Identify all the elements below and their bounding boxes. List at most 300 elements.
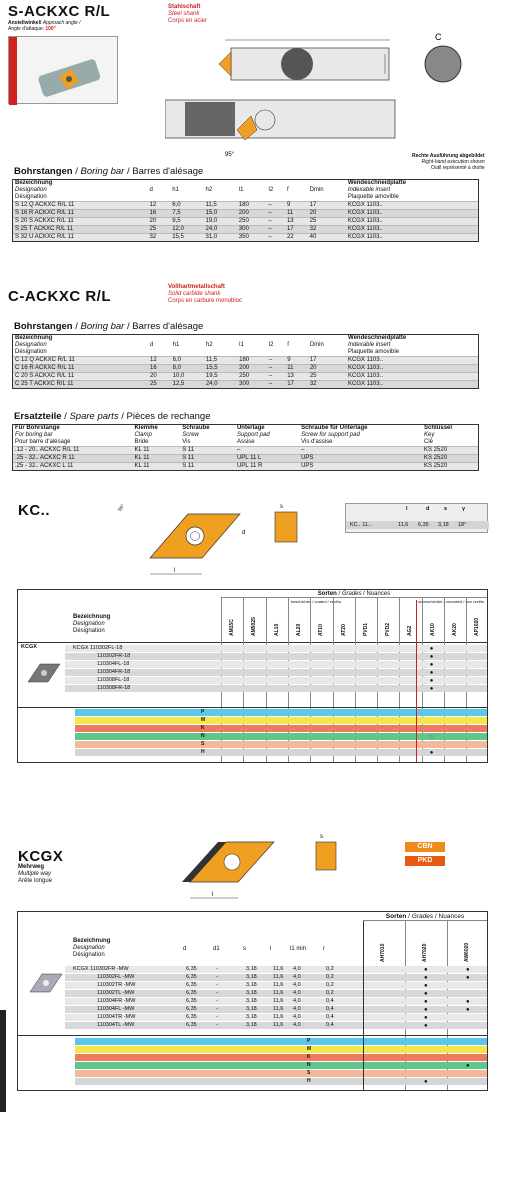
spec-cell: 4,0 (293, 1014, 301, 1020)
spec-cell: 110302FL -MW (97, 974, 135, 980)
availability-dot: ● (466, 999, 470, 1005)
table-cell: KCGX 1103.. (346, 365, 478, 373)
table-cell: KCGX 1103.. (346, 202, 478, 210)
spec-cell: 6,35 (186, 966, 197, 972)
table-cell: 200 (237, 365, 267, 373)
svg-text:d: d (242, 530, 246, 536)
spare-header-cell: Assise (235, 439, 299, 447)
grade-item-row (65, 677, 487, 684)
availability-dot: ● (424, 1079, 428, 1085)
table-cell: UPS (299, 463, 422, 471)
spec-cell: 110304TR -MW (97, 1014, 136, 1020)
table-cell: 22 (285, 234, 308, 242)
spec-cell: 110304FL -MW (97, 1006, 135, 1012)
table-cell: KCGX 1103.. (346, 218, 478, 226)
kcgx-insert-drawing (170, 832, 345, 912)
table-cell: 19,0 (203, 218, 236, 226)
spec-cell: 6,35 (186, 990, 197, 996)
spare-parts-table (12, 424, 479, 471)
table-cell: S 11 (180, 463, 235, 471)
spec-row (65, 990, 487, 997)
spec-cell: 0,2 (326, 966, 334, 972)
availability-dot: ● (424, 1023, 428, 1029)
table-cell: KCGX 1103.. (346, 381, 478, 389)
grade-label: PVD1 (362, 622, 369, 636)
iso-band-s: S (75, 741, 487, 748)
table-row (13, 234, 478, 242)
kcgx-group-label: KCGX (21, 644, 37, 650)
table-cell: 20 (148, 218, 171, 226)
table-row (13, 365, 478, 373)
spec-cell: 11,6 (273, 1022, 284, 1028)
right-hand-note: Rechte Ausführung abgebildet Right-hand execution shown Outil représenté à droite (412, 153, 485, 171)
iso-band-s: S (75, 1070, 487, 1077)
table-cell: 40 (308, 234, 346, 242)
spec-column-header: s (243, 946, 246, 952)
table-cell: 25 (308, 373, 346, 381)
grade-label: AM5025 (251, 617, 258, 636)
table-cell: .25 - 32.. ACKXC R 11 (13, 455, 132, 463)
spare-header-cell: Screw (180, 432, 235, 439)
grade-item-row (65, 685, 487, 692)
table-cell: 25 (148, 381, 171, 389)
table-row (13, 202, 478, 210)
c-section-title: C-ACKXC R/L (8, 288, 111, 305)
spec-cell: 0,2 (326, 982, 334, 988)
table-cell: 8,0 (171, 365, 204, 373)
spare-header-cell: Support pad (235, 432, 299, 439)
table-cell: 12 (148, 357, 171, 365)
table-cell: KCGX 1103.. (346, 234, 478, 242)
tool-photo (8, 36, 118, 104)
table-row (13, 357, 478, 365)
table-cell: 6,0 (170, 202, 203, 210)
kc-dim-value: KC.. 11... (350, 522, 373, 528)
spec-column-header: d1 (213, 946, 220, 952)
spec-cell: 0,2 (326, 990, 334, 996)
availability-dot: ● (466, 1063, 470, 1069)
table-cell: KS 2520 (422, 455, 478, 463)
kcgx-mw-insert-icon (28, 970, 64, 996)
spec-row (65, 982, 487, 989)
kc-insert-drawing (120, 500, 310, 585)
spec-cell: 6,35 (186, 1006, 197, 1012)
availability-dot: ● (429, 686, 434, 692)
spec-row (65, 1006, 487, 1013)
table-cell: – (299, 447, 422, 455)
table-cell: 11 (285, 365, 308, 373)
table-cell: S 16 R ACKXC R/L 11 (13, 210, 148, 218)
table-cell: S 25 T ACKXC R/L 11 (13, 226, 148, 234)
spare-header-cell: For boring bar (13, 432, 132, 439)
table-cell: 25 (308, 218, 346, 226)
grades-1-designation-head: Bezeichnung Designation Désignation (73, 614, 111, 634)
table-cell: 16 (148, 210, 171, 218)
grade-label: AL10 (273, 623, 280, 636)
svg-text:l: l (212, 892, 214, 898)
table-cell: 11 (285, 210, 308, 218)
iso-band-k: K (75, 725, 487, 732)
table-row (13, 373, 478, 381)
grade-label: AT10 (318, 624, 325, 636)
table-cell: 32 (308, 381, 346, 389)
kc-title: KC.. (18, 502, 50, 519)
grade-label: AG2 (407, 625, 414, 636)
grade-item-label: 110304FR-18 (97, 669, 131, 675)
spec-cell: 3,18 (246, 982, 257, 988)
iso-band-n: N (75, 733, 487, 740)
spare-header-row (13, 439, 478, 447)
grades-1-title: Sorten / Grades / Nuances (221, 590, 487, 598)
c-material-label: Vollhartmetallschaft Solid carbide shank Corps en carbure monobloc (168, 284, 243, 304)
table-row (13, 463, 478, 471)
table-cell: KL 11 (132, 455, 180, 463)
table-cell: – (235, 447, 299, 455)
spec-cell: 11,6 (273, 966, 284, 972)
availability-dot: ○ (429, 734, 434, 740)
spec-cell: 6,35 (186, 998, 197, 1004)
table-cell: 17 (308, 202, 346, 210)
spare-header-cell: Vis d'assise (299, 439, 422, 447)
spare-header-cell: Klemme (132, 425, 180, 432)
table-cell: 300 (237, 381, 267, 389)
table-cell: UPL 11 L (235, 455, 299, 463)
table-row (13, 381, 478, 389)
kc-dim-value: 3,18 (438, 522, 449, 528)
spare-header-cell: Schlüssel (422, 425, 478, 432)
table-cell: 300 (237, 226, 267, 234)
spec-row (65, 998, 487, 1005)
availability-dot: ● (466, 975, 470, 981)
spec-cell: 0,2 (326, 974, 334, 980)
table-cell: 11,5 (204, 357, 237, 365)
availability-dot: ● (429, 654, 434, 660)
table-cell: 9 (285, 202, 308, 210)
spec-cell: 11,6 (273, 1006, 284, 1012)
grade-label: AH7020 (422, 943, 428, 962)
availability-dot: ● (424, 1015, 428, 1021)
spec-cell: 3,18 (246, 974, 257, 980)
coated-label: beschichtet / coated / revêtu (290, 599, 342, 604)
availability-dot: ● (429, 670, 434, 676)
spec-cell: 3,18 (246, 966, 257, 972)
spare-header-cell: Clé (422, 439, 478, 447)
availability-dot: ● (466, 967, 470, 973)
pkd-badge: PKD (405, 856, 445, 866)
table-cell: – (267, 202, 285, 210)
grade-item-row (65, 653, 487, 660)
spare-header-cell: Vis (180, 439, 235, 447)
table-cell: – (267, 381, 285, 389)
spare-header-cell: Key (422, 432, 478, 439)
spare-header-cell: Clamp (132, 432, 180, 439)
c-boring-bar-table: Bezeichnung Wendeschneidplatte Designation d h1 h2 l1 l2 f Dmin Indexable insert Désignation Plaquette amovible C 12 Q ACKXC R/L 11 12 6,0 11,5 180 – 9 17 KCGX 1103.. C 16 R ACKXC R/L 11 16 8,0 15,5 200 – 11 20 KCGX 1103.. C 20 S ACKXC R/L 11 20 10,0 19,5 250 – 13 25 KCGX 1103.. C 25 T ACKXC R/L 11 25 12,5 24,0 300 – 17 32 KCGX 1103.. (12, 334, 479, 389)
table-cell: 7,5 (170, 210, 203, 218)
availability-dot: ● (424, 983, 428, 989)
spare-header-cell: Unterlage (235, 425, 299, 432)
spec-row (65, 1022, 487, 1029)
grades-table-2 (17, 911, 488, 1091)
table-cell: 15,5 (170, 234, 203, 242)
uncoated-label: unbeschichtet / uncoated / non revêtu (417, 599, 485, 604)
kcgx-subtitle: Mehrweg Multiple way Arête longue (18, 864, 53, 884)
spec-cell: 3,18 (246, 1014, 257, 1020)
spare-header-cell: Pour barre d'alésage (13, 439, 132, 447)
spec-column-header: d (183, 946, 187, 952)
grade-label: AH7010 (380, 943, 386, 962)
table-cell: 180 (237, 357, 267, 365)
table-cell: .12 - 20.. ACKXC R/L 11 (13, 447, 132, 455)
spec-cell: 11,6 (273, 1014, 284, 1020)
table-row (13, 455, 478, 463)
table-cell: 13 (285, 218, 308, 226)
table-cell: S 12 Q ACKXC R/L 11 (13, 202, 148, 210)
svg-text:C: C (435, 32, 442, 42)
spare-header-cell: Schraube (180, 425, 235, 432)
kc-dim-value: 11,6 (398, 522, 409, 528)
grade-item-row (65, 669, 487, 676)
grade-item-label: 110308FL-18 (97, 677, 130, 683)
table-cell: 200 (237, 210, 267, 218)
table-cell: 9 (285, 357, 308, 365)
spec-cell: - (216, 1022, 218, 1028)
availability-dot: ● (424, 967, 428, 973)
spec-cell: 0,4 (326, 1014, 334, 1020)
side-tab (0, 1010, 6, 1112)
table-cell: 20 (308, 365, 346, 373)
availability-dot: ● (466, 1007, 470, 1013)
table-cell: 24,0 (204, 381, 237, 389)
kcgx-insert-icon (26, 660, 62, 686)
spec-cell: 110302TR -MW (97, 982, 136, 988)
table-cell: – (267, 365, 285, 373)
table-cell: KCGX 1103.. (346, 226, 478, 234)
spec-cell: 3,18 (246, 1022, 257, 1028)
kc-dim-header: d (426, 506, 430, 512)
table-cell: KS 2520 (422, 463, 478, 471)
spec-row (65, 974, 487, 981)
grade-label: AW6020 (464, 942, 470, 962)
boring-bar-heading: Bohrstangen / Boring bar / Barres d'alésage (14, 166, 204, 177)
grade-label: AT20 (340, 624, 347, 636)
spec-row (65, 966, 487, 973)
grade-label: AM15C (229, 619, 235, 636)
spec-column-header: r (323, 946, 325, 952)
table-cell: KS 2520 (422, 447, 478, 455)
table-cell: KCGX 1103.. (346, 357, 478, 365)
iso-band-k: K (75, 1054, 487, 1061)
spec-cell: 110302TL -MW (97, 990, 135, 996)
table-cell: 17 (285, 381, 308, 389)
table-cell: 25 (148, 226, 171, 234)
spare-header-row (13, 425, 478, 432)
iso-band-h: H (75, 749, 487, 756)
kc-dim-header: γ (462, 506, 466, 512)
kc-dim-header: s (444, 506, 448, 512)
iso-band-m: M (75, 1046, 487, 1053)
spec-cell: 11,6 (273, 982, 284, 988)
table-cell: 17 (308, 357, 346, 365)
spec-cell: 6,35 (186, 1022, 197, 1028)
grade-label: AL20 (295, 623, 302, 636)
grades-2-title: Sorten / Grades / Nuances (363, 912, 487, 921)
iso-band-p: P (75, 1038, 487, 1045)
spec-cell: - (216, 982, 218, 988)
spec-cell: 3,18 (246, 1006, 257, 1012)
table-cell: 250 (237, 373, 267, 381)
availability-dot: ● (424, 1007, 428, 1013)
spec-cell: 3,18 (246, 990, 257, 996)
spec-column-header: l1 min (290, 946, 307, 952)
grade-label: AK10 (429, 623, 436, 636)
table-cell: S 11 (180, 455, 235, 463)
spec-cell: 6,35 (186, 1014, 197, 1020)
kc-dimension-box (345, 503, 488, 533)
table-cell: 10,0 (171, 373, 204, 381)
spare-header-cell: Bride (132, 439, 180, 447)
availability-dot: ● (424, 975, 428, 981)
spare-header-cell: Für Bohrstange (13, 425, 132, 432)
availability-dot: ● (429, 750, 434, 756)
spare-header-cell: Schraube für Unterlage (299, 425, 422, 432)
table-cell: 250 (237, 218, 267, 226)
table-cell: 6,0 (171, 357, 204, 365)
availability-dot: ● (429, 662, 434, 668)
table-cell: 16 (148, 365, 171, 373)
s-section-title: S-ACKXC R/L (8, 3, 111, 20)
spec-cell: 4,0 (293, 982, 301, 988)
table-cell: 15,0 (203, 210, 236, 218)
svg-text:s: s (280, 504, 283, 510)
material-label: Stahlschaft Steel shank Corps en acier (168, 4, 208, 24)
table-cell: KL 11 (132, 463, 180, 471)
availability-dot: ● (429, 646, 434, 652)
table-cell: – (267, 357, 285, 365)
svg-text:s: s (320, 834, 323, 840)
spec-column-header: l (270, 946, 272, 952)
spec-cell: 11,6 (273, 998, 284, 1004)
table-cell: S 11 (180, 447, 235, 455)
approach-angle-label: Anstellwinkel/ Approach angle / Angle d'attaque: 100° (8, 20, 81, 32)
boring-bar-drawing (165, 18, 515, 166)
table-row (13, 226, 478, 234)
table-cell: 15,5 (204, 365, 237, 373)
spare-header-row (13, 432, 478, 439)
grade-item-label: 110304FL-18 (97, 661, 130, 667)
table-cell: 12,5 (171, 381, 204, 389)
spec-cell: 110304TL -MW (97, 1022, 135, 1028)
spec-cell: 11,6 (273, 974, 284, 980)
table-cell: 180 (237, 202, 267, 210)
spec-cell: - (216, 998, 218, 1004)
table-cell: S 32 U ACKXC R/L 11 (13, 234, 148, 242)
table-cell: S 20 S ACKXC R/L 11 (13, 218, 148, 226)
grade-item-label: 110308FR-18 (97, 685, 131, 691)
spec-cell: 110304FR -MW (97, 998, 136, 1004)
spec-cell: 11,6 (273, 990, 284, 996)
spec-cell: 4,0 (293, 1006, 301, 1012)
spec-cell: 4,0 (293, 990, 301, 996)
spec-cell: 4,0 (293, 966, 301, 972)
table-cell: C 25 T ACKXC R/L 11 (13, 381, 148, 389)
spec-cell: 0,4 (326, 1022, 334, 1028)
table-cell: 17 (285, 226, 308, 234)
table-cell: UPS (299, 455, 422, 463)
spec-cell: - (216, 1014, 218, 1020)
table-cell: – (267, 234, 285, 242)
table-cell: – (267, 210, 285, 218)
grade-label: PVD2 (385, 622, 392, 636)
s-boring-bar-table: Bezeichnung Wendeschneidplatte Designation d h1 h2 l1 l2 f Dmin Indexable insert Désignation Plaquette amovible S 12 Q ACKXC R/L 11 12 6,0 11,5 180 – 9 17 KCGX 1103.. S 16 R ACKXC R/L 11 16 7,5 15,0 200 – 11 20 KCGX 1103.. S 20 S ACKXC R/L 11 20 9,5 19,0 250 – 13 25 KCGX 1103.. S 25 T ACKXC R/L 11 25 12,0 24,0 300 – 17 32 KCGX 1103.. S 32 U ACKXC R/L 11 32 15,5 31,0 350 – 22 40 KCGX 1103.. (12, 179, 479, 242)
kc-dim-value: 6,35 (418, 522, 429, 528)
kc-dim-value: 18° (458, 522, 467, 528)
table-cell: 12,0 (170, 226, 203, 234)
iso-band-m: M (75, 717, 487, 724)
table-cell: C 16 R ACKXC R/L 11 (13, 365, 148, 373)
table-cell: 12 (148, 202, 171, 210)
grade-item-label: 110302FR-18 (97, 653, 131, 659)
spec-cell: 3,18 (246, 998, 257, 1004)
table-cell: C 20 S ACKXC R/L 11 (13, 373, 148, 381)
spec-cell: 6,35 (186, 974, 197, 980)
table-cell: 31,0 (203, 234, 236, 242)
grades-table-1 (17, 589, 488, 763)
table-cell: 13 (285, 373, 308, 381)
table-cell: KL 11 (132, 447, 180, 455)
grade-label: AK20 (452, 623, 458, 636)
spec-cell: - (216, 990, 218, 996)
spec-cell: 0,4 (326, 1006, 334, 1012)
kc-dim-header: l (406, 506, 408, 512)
spec-cell: - (216, 974, 218, 980)
svg-text:95°: 95° (225, 152, 235, 158)
table-cell: .25 - 32.. ACKXC L 11 (13, 463, 132, 471)
availability-dot: ● (429, 678, 434, 684)
table-row (13, 447, 478, 455)
spare-parts-heading: Ersatzteile / Spare parts / Pièces de rechange (14, 411, 211, 422)
spec-cell: - (216, 1006, 218, 1012)
table-cell: 20 (148, 373, 171, 381)
grade-label: AP1020 (474, 617, 481, 636)
spec-cell: 4,0 (293, 974, 301, 980)
table-cell: 19,5 (204, 373, 237, 381)
spec-cell: KCGX 110302FR -MW (73, 966, 129, 972)
table-cell: 350 (237, 234, 267, 242)
table-cell: 32 (308, 226, 346, 234)
table-cell: 32 (148, 234, 171, 242)
spec-cell: 0,4 (326, 998, 334, 1004)
spec-cell: 4,0 (293, 998, 301, 1004)
table-cell: – (267, 218, 285, 226)
table-cell: 9,5 (170, 218, 203, 226)
svg-text:l: l (174, 568, 176, 574)
grade-item-label: KCGX 110302FL-18 (73, 645, 123, 651)
grade-item-row (65, 661, 487, 668)
table-cell: KCGX 1103.. (346, 210, 478, 218)
iso-band-n: N (75, 1062, 487, 1069)
spec-row (65, 1014, 487, 1021)
table-cell: UPL 11 R (235, 463, 299, 471)
availability-dot: ● (424, 991, 428, 997)
table-cell: C 12 Q ACKXC R/L 11 (13, 357, 148, 365)
iso-band-h: H (75, 1078, 487, 1085)
spec-cell: - (216, 966, 218, 972)
spec-cell: 6,35 (186, 982, 197, 988)
table-cell: KCGX 1103.. (346, 373, 478, 381)
table-row (13, 210, 478, 218)
table-cell: 24,0 (203, 226, 236, 234)
table-row (13, 218, 478, 226)
